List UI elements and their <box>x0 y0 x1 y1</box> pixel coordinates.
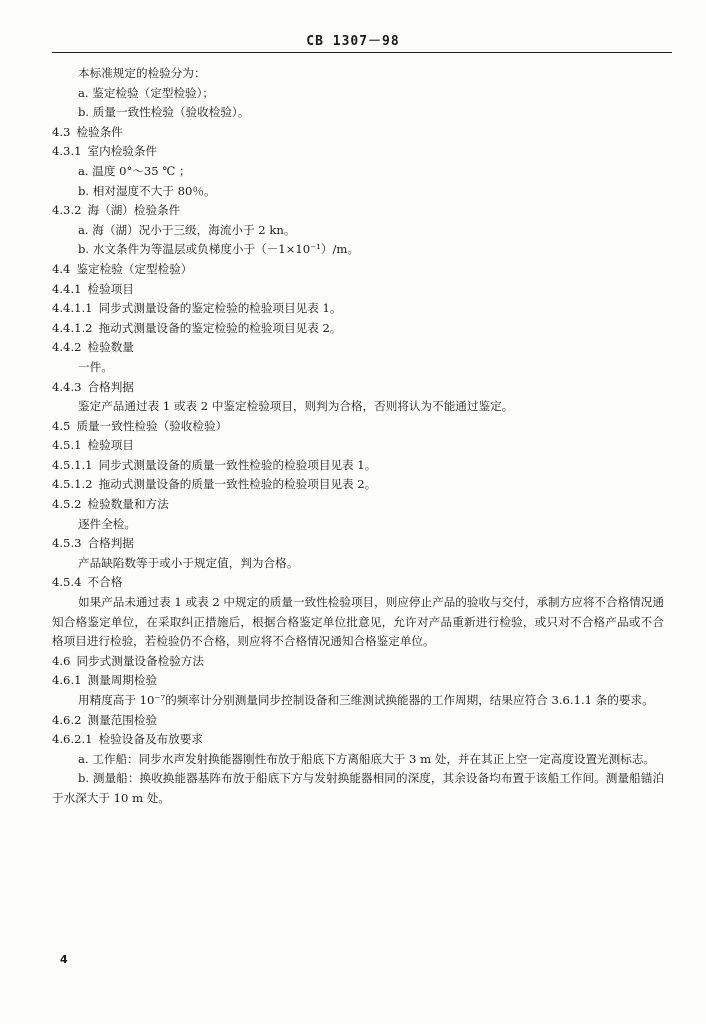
text-line: 产品缺陷数等于或小于规定值，判为合格。 <box>78 555 299 570</box>
section-title: 合格判据 <box>87 379 134 394</box>
section-heading <box>52 338 664 358</box>
text-line: 一件。 <box>78 359 113 374</box>
section-title: 拖动式测量设备的质量一致性检验的检验项目见表 2。 <box>98 477 377 492</box>
section-number: 4.5.1 <box>52 438 82 453</box>
paragraph: a. 工作船：同步水声发射换能器刚性布放于船底下方离船底大于 3 m 处，并在其正上空一定高度设置光测标志。 <box>78 751 656 766</box>
document-body <box>52 64 664 809</box>
section-number: 4.5 <box>52 418 71 433</box>
section-number: 4.4.1 <box>52 281 82 296</box>
section-title: 测量周期检验 <box>87 673 158 688</box>
page-number: 4 <box>60 953 68 966</box>
section-number: 4.4.2 <box>52 340 82 355</box>
section-title: 同步式测量设备的鉴定检验的检验项目见表 1。 <box>98 301 342 316</box>
text-line: 鉴定产品通过表 1 或表 2 中鉴定检验项目，则判为合格，否则将认为不能通过鉴定。 <box>78 399 514 414</box>
section-title: 测量范围检验 <box>87 712 158 727</box>
section-heading <box>52 280 664 300</box>
section-heading <box>52 299 664 319</box>
section-title: 检验条件 <box>76 124 123 139</box>
section-title: 检验数量 <box>87 340 134 355</box>
text-line: 逐件全检。 <box>78 516 136 531</box>
section-title: 同步式测量设备的质量一致性检验的检验项目见表 1。 <box>98 457 377 472</box>
section-number: 4.4.1.2 <box>52 320 93 335</box>
section-heading <box>52 142 664 162</box>
text-line: 本标准规定的检验分为： <box>78 66 206 80</box>
paragraph: 用精度高于 10⁻⁷的频率计分别测量同步控制设备和三维测试换能器的工作周期，结果应符合 3.6.1.1 条的要求。 <box>78 693 654 707</box>
section-heading <box>52 456 664 476</box>
section-title: 合格判据 <box>87 536 134 551</box>
section-number: 4.4.3 <box>52 379 82 394</box>
text-line: b. 水文条件为等温层或负梯度小于（－1×10⁻¹）/m。 <box>78 242 359 257</box>
text-line: a. 海（湖）况小于三级，海流小于 2 kn。 <box>78 222 296 237</box>
section-heading <box>52 378 664 398</box>
text-line: a. 鉴定检验（定型检验）； <box>78 85 215 100</box>
text-line: a. 温度 0°～35 ℃ ； <box>78 163 191 178</box>
text-line: b. 质量一致性检验（验收检验）。 <box>78 105 250 120</box>
section-number: 4.4.1.1 <box>52 301 93 316</box>
section-title: 检验项目 <box>87 281 134 296</box>
section-title: 同步式测量设备检验方法 <box>76 653 204 668</box>
section-heading <box>52 573 664 593</box>
section-title: 拖动式测量设备的鉴定检验的检验项目见表 2。 <box>98 320 342 335</box>
section-number: 4.3.1 <box>52 144 82 159</box>
section-heading <box>52 671 664 691</box>
section-heading <box>52 475 664 495</box>
section-title: 检验数量和方法 <box>87 497 169 512</box>
section-heading <box>52 319 664 339</box>
section-title: 检验项目 <box>87 438 134 453</box>
section-number: 4.6.2.1 <box>52 732 93 747</box>
section-number: 4.5.1.1 <box>52 457 93 472</box>
section-number: 4.5.2 <box>52 497 82 512</box>
section-heading <box>52 123 664 143</box>
section-heading <box>52 436 664 456</box>
section-title: 不合格 <box>87 575 123 590</box>
section-number: 4.5.1.2 <box>52 477 93 492</box>
section-number: 4.6 <box>52 653 71 668</box>
section-heading <box>52 201 664 221</box>
section-number: 4.3.2 <box>52 203 82 218</box>
section-title: 海（湖）检验条件 <box>87 203 181 218</box>
text-line: b. 相对湿度不大于 80％。 <box>78 183 216 198</box>
paragraph: 如果产品未通过表 1 或表 2 中规定的质量一致性检验项目，则应停止产品的验收与交付，承制方应将不合格情况通知合格鉴定单位，在采取纠正措施后，根据合格鉴定单位批意见，允许对产品重新进行检验，或只对不合格产品或不合格项目进行检验，若检验仍不合格，则应将不合格情况通知合格鉴定单位。 <box>52 595 664 649</box>
section-title: 室内检验条件 <box>87 144 158 159</box>
section-heading <box>52 711 664 731</box>
section-heading <box>52 652 664 672</box>
section-heading <box>52 495 664 515</box>
header-rule <box>52 52 672 53</box>
section-heading <box>52 730 664 750</box>
standard-code-header: CB 1307－98 <box>306 34 400 49</box>
section-number: 4.3 <box>52 124 71 139</box>
section-title: 鉴定检验（定型检验） <box>76 261 193 276</box>
section-number: 4.6.1 <box>52 673 82 688</box>
section-title: 检验设备及布放要求 <box>98 732 203 747</box>
section-heading <box>52 534 664 554</box>
section-title: 质量一致性检验（验收检验） <box>76 418 228 433</box>
section-number: 4.5.3 <box>52 536 82 551</box>
paragraph: b. 测量船：换收换能器基阵布放于船底下方与发射换能器相同的深度，其余设备均布置于该船工作间。测量船锚泊于水深大于 10 m 处。 <box>52 771 664 805</box>
section-heading <box>52 260 664 280</box>
section-heading <box>52 417 664 437</box>
section-number: 4.5.4 <box>52 575 82 590</box>
section-number: 4.6.2 <box>52 712 82 727</box>
section-number: 4.4 <box>52 261 71 276</box>
